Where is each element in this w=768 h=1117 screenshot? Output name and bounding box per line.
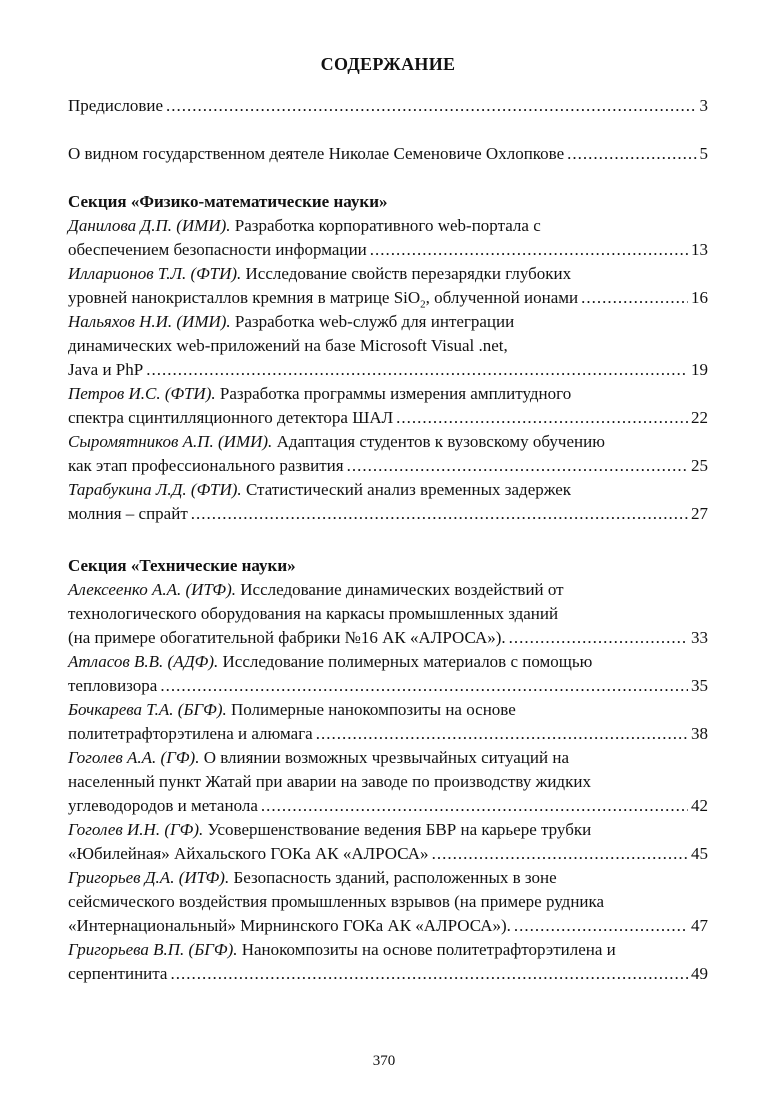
entry-title: Исследование свойств перезарядки глубоких [245, 264, 572, 283]
entry-author: Бочкарева Т.А. (БГФ). [68, 700, 227, 719]
entry-title: сейсмического воздействия промышленных взрывов (на примере рудника [68, 892, 605, 911]
entry-title: «Юбилейная» Айхальского ГОКа АК «АЛРОСА» [68, 844, 429, 863]
entry-page: 49 [691, 964, 708, 983]
entry-title: Исследование динамических воздействий от [240, 580, 564, 599]
entry-title: серпентинита [68, 964, 168, 983]
toc-entry [68, 938, 708, 986]
entry-author: Григорьев Д.А. (ИТФ). [68, 868, 230, 887]
entry-author: Сыромятников А.П. (ИМИ). [68, 432, 273, 451]
dot-leader [567, 142, 696, 166]
entry-page: 22 [691, 408, 708, 427]
entry-author: Атласов В.В. (АДФ). [68, 652, 219, 671]
entry-title: углеводородов и метанола [68, 796, 258, 815]
entry-title: Разработка корпоративного web-портала с [234, 216, 541, 235]
dot-leader [170, 962, 688, 986]
dot-leader [160, 674, 688, 698]
entry-page: 38 [691, 724, 708, 743]
dot-leader [347, 454, 688, 478]
toc-entry [68, 382, 708, 430]
entry-title: Адаптация студентов к вузовскому обучению [276, 432, 605, 451]
dot-leader [396, 406, 688, 430]
entry-page: 27 [691, 504, 708, 523]
toc-entry [68, 478, 708, 526]
entry-page: 25 [691, 456, 708, 475]
dot-leader [432, 842, 688, 866]
page-number: 370 [372, 1053, 396, 1069]
toc-entry [68, 746, 708, 818]
toc-entry [68, 650, 708, 698]
entry-page: 13 [691, 240, 708, 259]
section-heading: Секция «Физико-математические науки» [68, 192, 388, 211]
entry-title: Java и PhP [68, 360, 144, 379]
toc-entry [68, 578, 708, 650]
entry-author: Гоголев А.А. (ГФ). [68, 748, 200, 767]
entry-page: 33 [691, 628, 708, 647]
entry-author: Данилова Д.П. (ИМИ). [68, 216, 231, 235]
entry-title: спектра сцинтилляционного детектора ШАЛ [68, 408, 394, 427]
entry-author: Тарабукина Л.Д. (ФТИ). [68, 480, 242, 499]
toc-entry [68, 430, 708, 478]
entry-title: молния – спрайт [68, 504, 188, 523]
entry-title: технологического оборудования на каркасы промышленных зданий [68, 604, 559, 623]
toc-entry-okhlopkov [68, 142, 708, 166]
dot-leader [370, 238, 688, 262]
entry-author: Илларионов Т.Л. (ФТИ). [68, 264, 242, 283]
entry-page: 16 [691, 288, 708, 307]
section-heading: Секция «Технические науки» [68, 556, 296, 575]
toc-entry [68, 866, 708, 938]
toc-entry [68, 698, 708, 746]
entry-title: Безопасность зданий, расположенных в зоне [233, 868, 557, 887]
entry-title: населенный пункт Жатай при аварии на заводе по производству жидких [68, 772, 591, 791]
entry-title: «Интернациональный» Мирнинского ГОКа АК «АЛРОСА»). [68, 916, 511, 935]
dot-leader [191, 502, 688, 526]
entry-author: Петров И.С. (ФТИ). [68, 384, 216, 403]
dot-leader [146, 358, 688, 382]
entry-title: Статистический анализ временных задержек [245, 480, 572, 499]
entry-title: О влиянии возможных чрезвычайных ситуаций на [203, 748, 569, 767]
toc-title: СОДЕРЖАНИЕ [320, 54, 456, 74]
entry-page: 19 [691, 360, 708, 379]
entry-title: Нанокомпозиты на основе политетрафторэтилена и [241, 940, 616, 959]
entry-author: Нальяхов Н.И. (ИМИ). [68, 312, 231, 331]
dot-leader [514, 914, 688, 938]
entry-title: Исследование полимерных материалов с помощью [222, 652, 593, 671]
entry-page: 3 [699, 96, 708, 115]
dot-leader [581, 286, 688, 310]
entry-author: Алексеенко А.А. (ИТФ). [68, 580, 237, 599]
entry-page: 45 [691, 844, 708, 863]
toc-entry [68, 214, 708, 262]
toc-entry [68, 262, 708, 310]
toc-entry [68, 310, 708, 382]
entry-author: Григорьева В.П. (БГФ). [68, 940, 238, 959]
entry-title: обеспечением безопасности информации [68, 240, 367, 259]
entry-title: уровней нанокристаллов кремния в матрице SiO$_2$, облученной ионами [68, 288, 579, 311]
entry-title: Усовершенствование ведения БВР на карьере трубки [207, 820, 592, 839]
dot-leader [261, 794, 688, 818]
dot-leader [316, 722, 688, 746]
entry-page: 35 [691, 676, 708, 695]
dot-leader [166, 94, 696, 118]
entry-author: Гоголев И.Н. (ГФ). [68, 820, 204, 839]
entry-title: как этап профессионального развития [68, 456, 344, 475]
entry-title: Предисловие [68, 96, 164, 115]
entry-title: (на примере обогатительной фабрики №16 АК «АЛРОСА»). [68, 628, 506, 647]
entry-title: О видном государственном деятеле Николае Семеновиче Охлопкове [68, 144, 565, 163]
entry-title: Разработка программы измерения амплитудного [219, 384, 572, 403]
toc-entry [68, 818, 708, 866]
dot-leader [509, 626, 688, 650]
entry-title: динамических web-приложений на базе Microsoft Visual .net, [68, 336, 508, 355]
entry-title: тепловизора [68, 676, 158, 695]
entry-title: Разработка web-служб для интеграции [234, 312, 515, 331]
entry-page: 42 [691, 796, 708, 815]
entry-page: 5 [699, 144, 708, 163]
toc-entry-preface [68, 94, 708, 118]
toc-page [68, 52, 708, 986]
entry-page: 47 [691, 916, 708, 935]
entry-title: Полимерные нанокомпозиты на основе [231, 700, 516, 719]
entry-title: политетрафторэтилена и алюмага [68, 724, 313, 743]
